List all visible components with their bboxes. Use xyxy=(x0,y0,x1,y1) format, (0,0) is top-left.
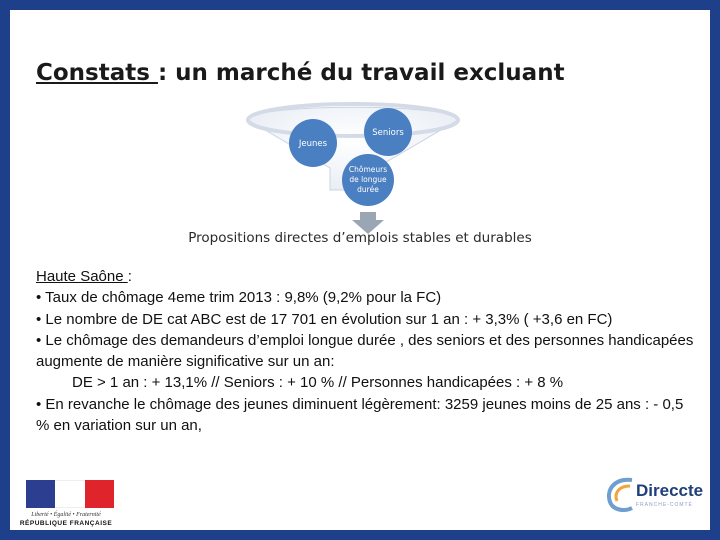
direccte-swirl-icon xyxy=(604,474,638,514)
section-heading xyxy=(36,266,700,287)
republique-francaise-logo xyxy=(18,480,114,530)
bubble-seniors-label: Seniors xyxy=(372,128,404,138)
slide-title xyxy=(36,60,565,86)
slide-title-underlined: Constats xyxy=(36,60,158,86)
section-heading-suffix: : xyxy=(127,268,132,285)
rf-name: RÉPUBLIQUE FRANÇAISE xyxy=(19,520,113,527)
slide-title-rest: : un marché du travail excluant xyxy=(157,60,565,86)
detail-line: DE > 1 an : + 13,1% // Seniors : + 10 % // Personnes handicapées : + 8 % xyxy=(72,374,564,392)
slide xyxy=(10,10,710,530)
bullet-unemployment-rate: • Taux de chômage 4eme trim 2013 : 9,8% (9,2% pour la FC) xyxy=(36,289,442,307)
section-heading-underlined: Haute Saône xyxy=(36,268,128,285)
bullet-long-term: • Le chômage des demandeurs d’emploi longue durée , des seniors et des personnes handicapées augmente de manière significative sur un an: xyxy=(36,331,694,371)
french-flag-icon xyxy=(26,480,114,508)
rf-motto: Liberté • Égalité • Fraternité xyxy=(31,512,101,518)
bubble-chomeurs-line2: de longue xyxy=(349,175,387,184)
bullet-youth: • En revanche le chômage des jeunes diminuent légèrement: 3259 jeunes moins de 25 ans : - 0,5 % en variation sur un an, xyxy=(36,395,684,435)
bubble-chomeurs-line1: Chômeurs xyxy=(348,165,388,174)
direccte-name: Direccte xyxy=(636,481,704,500)
body-text xyxy=(36,266,700,436)
bullet-de-count: • Le nombre de DE cat ABC est de 17 701 en évolution sur 1 an : + 3,3% ( +3,6 en FC) xyxy=(36,310,613,328)
funnel-diagram xyxy=(138,98,568,248)
bubble-jeunes-label: Jeunes xyxy=(298,139,328,149)
bubble-chomeurs-line3: durée xyxy=(357,185,379,194)
direccte-region: FRANCHE-COMTÉ xyxy=(636,502,693,508)
funnel-caption: Propositions directes d’emplois stables et durables xyxy=(188,230,532,246)
direccte-logo xyxy=(602,468,710,520)
